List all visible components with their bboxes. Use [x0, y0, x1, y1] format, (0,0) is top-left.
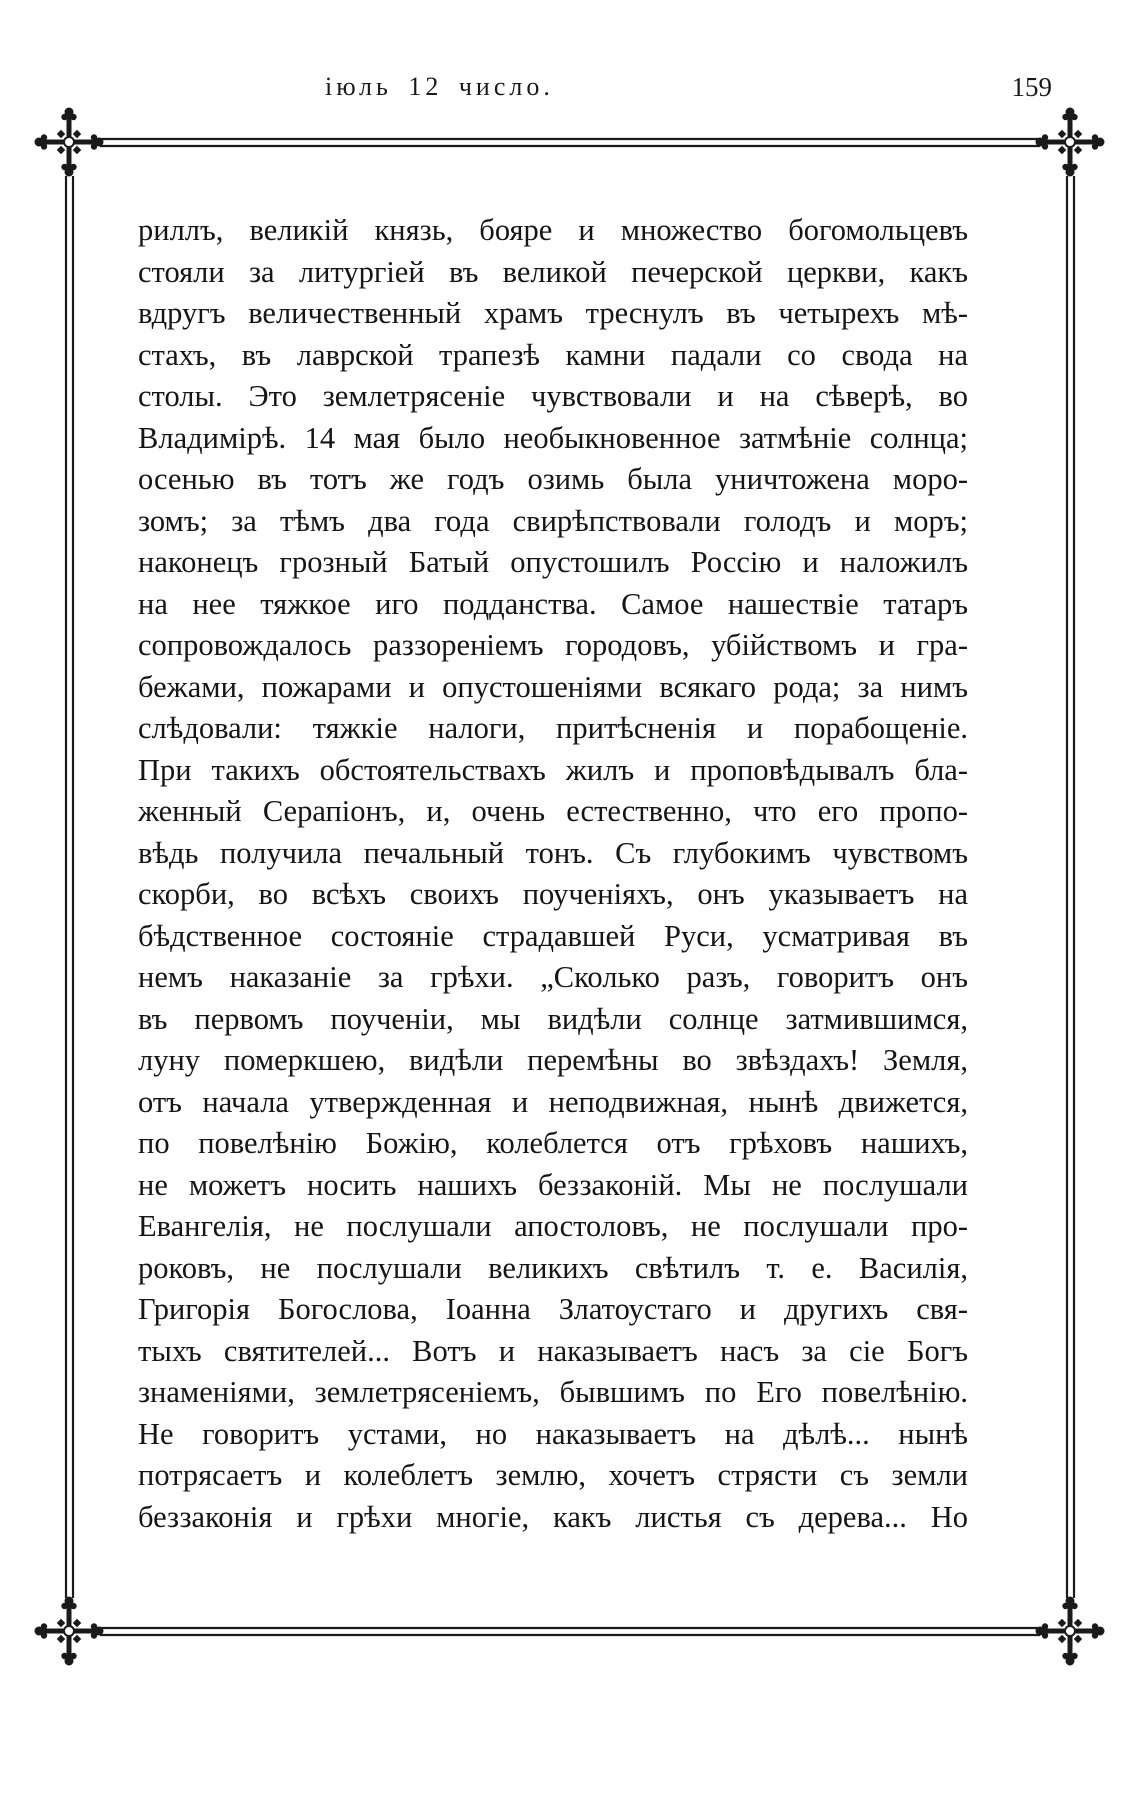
corner-cross-bottom-left-icon	[35, 1597, 104, 1666]
text-line: знаменіями, землетрясеніемъ, бывшимъ по Его повелѣнію.	[138, 1375, 968, 1409]
text-line: не можетъ носить нашихъ беззаконій. Мы не послушали	[138, 1167, 968, 1202]
text-line: немъ наказаніе за грѣхи. „Сколько разъ, говоритъ онъ	[138, 960, 968, 994]
text-line: сопровождалось раззореніемъ городовъ, убійствомъ и гра-	[138, 628, 968, 662]
corner-cross-top-right-icon	[1036, 108, 1105, 177]
text-line: бежами, пожарами и опустошеніями всякаго рода; за нимъ	[138, 669, 968, 704]
text-line: бѣдственное состояніе страдавшей Руси, усматривая въ	[138, 918, 968, 953]
text-line: отъ начала утвержденная и неподвижная, нынѣ движется,	[138, 1084, 968, 1119]
text-line: луну померкшею, видѣли перемѣны во звѣздахъ! Земля,	[138, 1043, 968, 1077]
text-line: осенью въ тотъ же годъ озимь была уничтожена моро-	[138, 462, 968, 496]
text-line: въ первомъ поученіи, мы видѣли солнце затмившимся,	[138, 1001, 968, 1036]
page-number: 159	[1011, 72, 1052, 102]
running-title: іюль 12 число.	[325, 72, 554, 101]
text-line: Евангелія, не послушали апостоловъ, не послушали про-	[138, 1209, 968, 1243]
text-line: стояли за литургіей въ великой печерской церкви, какъ	[138, 254, 968, 289]
text-line: Не говоритъ устами, но наказываетъ на дѣлѣ... нынѣ	[138, 1416, 968, 1451]
text-line: скорби, во всѣхъ своихъ поученіяхъ, онъ указываетъ на	[138, 877, 968, 911]
corner-cross-bottom-right-icon	[1036, 1597, 1105, 1666]
text-line: роковъ, не послушали великихъ свѣтилъ т. е. Василія,	[138, 1250, 968, 1285]
text-line: При такихъ обстоятельствахъ жилъ и проповѣдывалъ бла-	[138, 752, 968, 787]
running-head	[0, 72, 1140, 112]
text-line: Владимірѣ. 14 мая было необыкновенное затмѣніе солнца;	[138, 420, 968, 455]
text-line: столы. Это землетрясеніе чувствовали и на сѣверѣ, во	[138, 379, 968, 413]
text-line: вдругъ величественный храмъ треснулъ въ четырехъ мѣ-	[138, 296, 968, 330]
text-line: наконецъ грозный Батый опустошилъ Россію и наложилъ	[138, 545, 968, 579]
text-line: стахъ, въ лаврской трапезѣ камни падали со свода на	[138, 337, 968, 372]
text-line: слѣдовали: тяжкіе налоги, притѣсненія и порабощеніе.	[138, 711, 968, 745]
text-line: по повелѣнію Божію, колеблется отъ грѣховъ нашихъ,	[138, 1126, 968, 1160]
body-text	[138, 210, 968, 1538]
text-line: женный Серапіонъ, и, очень естественно, что его пропо-	[138, 794, 968, 828]
text-line: зомъ; за тѣмъ два года свирѣпствовали голодъ и моръ;	[138, 503, 968, 538]
text-line: Григорія Богослова, Іоанна Златоустаго и другихъ свя-	[138, 1292, 968, 1326]
text-line: потрясаетъ и колеблетъ землю, хочетъ стрясти съ земли	[138, 1458, 968, 1492]
text-line: вѣдь получила печальный тонъ. Съ глубокимъ чувствомъ	[138, 835, 968, 870]
corner-cross-top-left-icon	[35, 108, 104, 177]
text-line: тыхъ святителей... Вотъ и наказываетъ насъ за сіе Богъ	[138, 1333, 968, 1368]
text-line: риллъ, великій князь, бояре и множество богомольцевъ	[138, 213, 968, 247]
text-line: на нее тяжкое иго подданства. Самое нашествіе татаръ	[138, 586, 968, 621]
text-line: беззаконія и грѣхи многіе, какъ листья съ дерева... Но	[138, 1499, 968, 1534]
